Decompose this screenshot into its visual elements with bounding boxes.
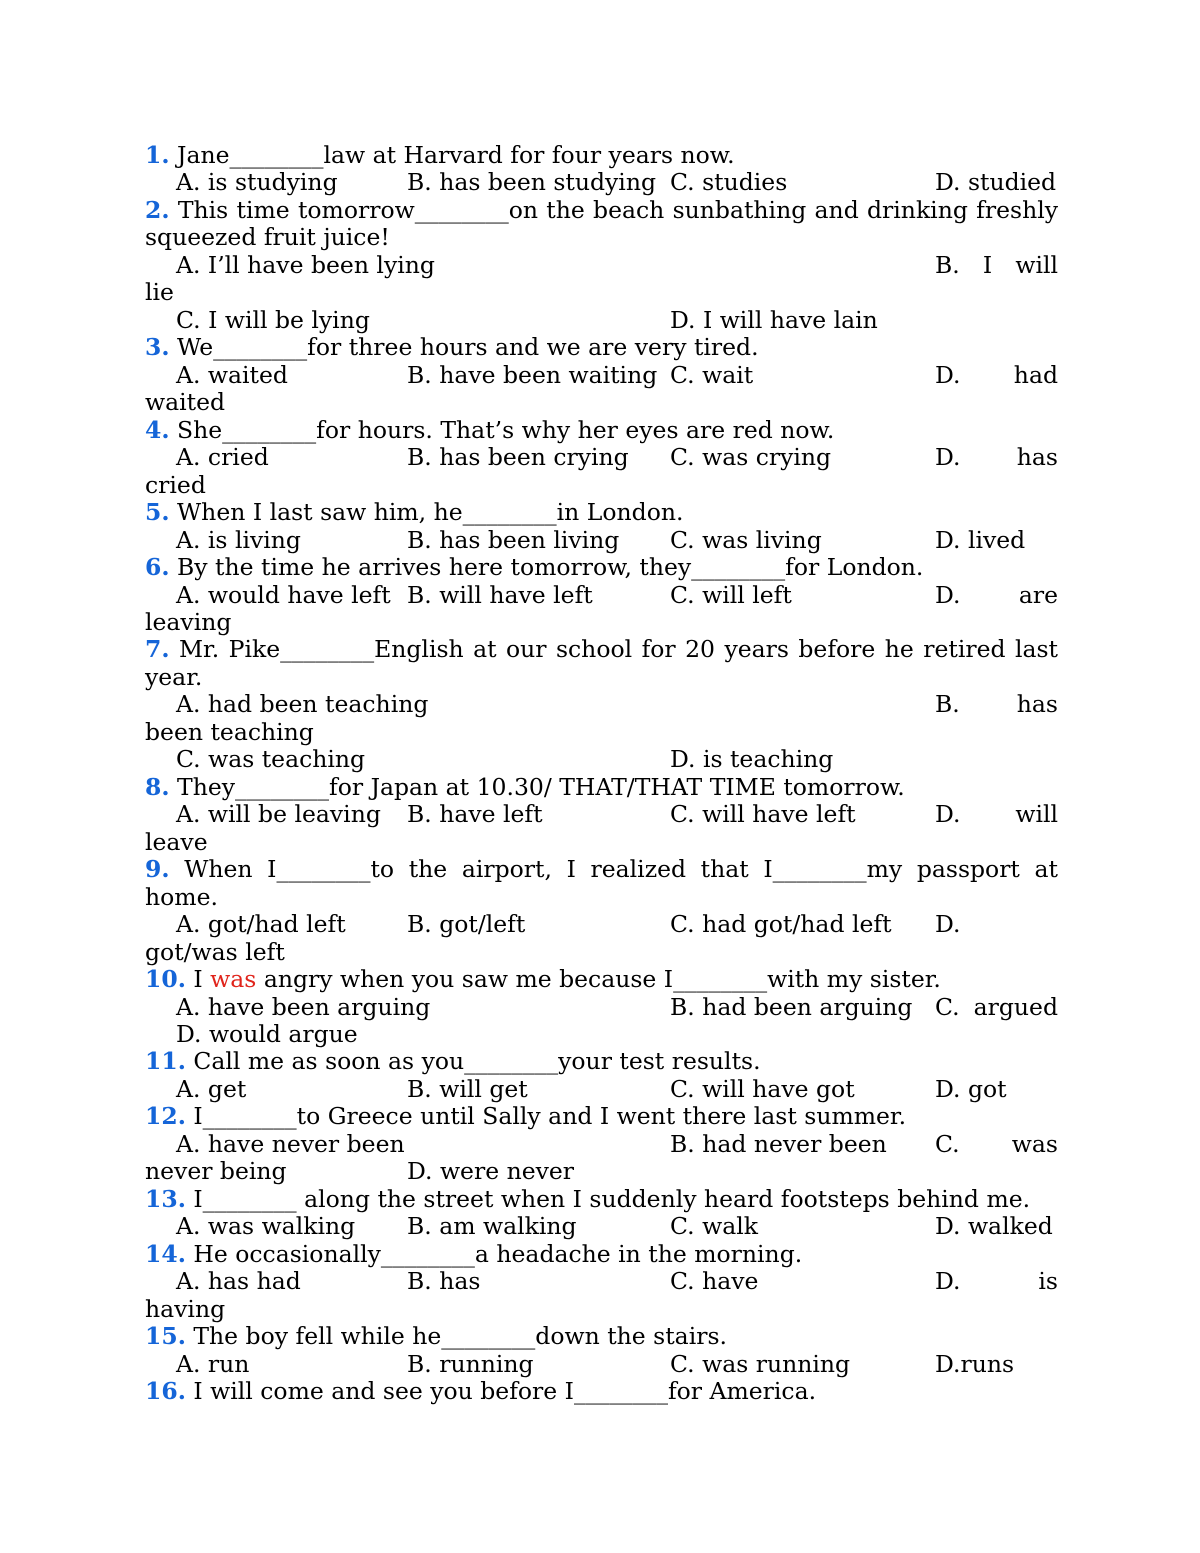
question-7-option-b-continued: [145, 719, 1058, 746]
option-d: D. are: [935, 580, 1058, 609]
question-stem: Jane________law at Harvard for four years now.: [177, 141, 735, 169]
option-c: C. wait: [670, 360, 754, 389]
question-number: 3.: [145, 333, 170, 362]
question-10-options-row-2: [145, 1021, 1058, 1048]
question-number: 10.: [145, 965, 186, 994]
question-number: 2.: [145, 195, 170, 224]
option-b: B. have left: [407, 800, 543, 829]
question-number: 8.: [145, 772, 170, 801]
option-c: C. was: [935, 1129, 1058, 1158]
option-d: D. had: [935, 360, 1058, 389]
option-d: D. I will have lain: [670, 305, 878, 334]
question-7-stem-continued: [145, 664, 1058, 691]
question-stem-start: I: [193, 965, 203, 994]
question-5-options: [145, 527, 1058, 554]
question-2: [145, 197, 1058, 224]
option-b: B. got/left: [407, 910, 526, 939]
option-d: D. will: [935, 800, 1058, 829]
question-number: 12.: [145, 1102, 186, 1131]
option-b: B. running: [407, 1349, 534, 1378]
question-14: [145, 1241, 1058, 1268]
question-15-options: [145, 1351, 1058, 1378]
option-c: C. argued: [935, 992, 1058, 1021]
question-4: [145, 417, 1058, 444]
question-16: [145, 1378, 1058, 1405]
option-c: C. was teaching: [176, 745, 366, 774]
option-d: D. studied: [935, 168, 1057, 197]
option-a: A. was walking: [176, 1212, 356, 1241]
option-c-continued: never being: [145, 1157, 287, 1186]
question-stem: We________for three hours and we are very tired.: [177, 333, 759, 362]
option-c: C. was running: [670, 1349, 851, 1378]
question-2-option-b-continued: [145, 279, 1058, 306]
option-d: D. has: [935, 443, 1058, 472]
option-a: A. get: [176, 1074, 247, 1103]
option-d: D.: [935, 910, 961, 939]
question-2-stem-continued: [145, 224, 1058, 251]
option-b: B. have been waiting: [407, 360, 658, 389]
option-d: D.runs: [935, 1349, 1015, 1378]
question-number: 13.: [145, 1184, 186, 1213]
question-5: [145, 499, 1058, 526]
question-stem: She________for hours. That’s why her eyes are red now.: [177, 415, 835, 444]
question-7-options-row-1: [145, 691, 1058, 718]
option-b: B. I will: [935, 250, 1058, 279]
option-c: C. was crying: [670, 443, 832, 472]
option-c: C. had got/had left: [670, 910, 892, 939]
question-14-options: [145, 1268, 1058, 1295]
option-a: A. would have left: [176, 580, 391, 609]
question-12-options-row-1: [145, 1131, 1058, 1158]
question-11: [145, 1048, 1058, 1075]
question-9-stem-continued: [145, 884, 1058, 911]
question-10: [145, 966, 1058, 993]
option-a: A. has had: [176, 1267, 301, 1296]
option-d: D. got: [935, 1074, 1007, 1103]
option-a: A. waited: [176, 360, 288, 389]
option-a: A. got/had left: [176, 910, 346, 939]
option-a: A. is studying: [176, 168, 338, 197]
question-15: [145, 1323, 1058, 1350]
option-b: B. has: [935, 690, 1058, 719]
question-3-option-d-continued: [145, 389, 1058, 416]
question-stem: He occasionally________a headache in the morning.: [193, 1239, 803, 1268]
option-a: A. have been arguing: [176, 992, 431, 1021]
question-number: 4.: [145, 415, 170, 444]
option-c: C. studies: [670, 168, 788, 197]
question-stem: I will come and see you before I________for America.: [193, 1377, 817, 1406]
option-b: B. will have left: [407, 580, 593, 609]
question-11-options: [145, 1076, 1058, 1103]
question-number: 1.: [145, 141, 170, 169]
option-b: B. am walking: [407, 1212, 577, 1241]
question-1: [145, 142, 1058, 169]
question-9-options: [145, 911, 1058, 938]
question-2-options-row-1: [145, 252, 1058, 279]
option-b: B. has been studying: [407, 168, 656, 197]
question-7: [145, 636, 1058, 663]
question-stem: This time tomorrow________on the beach sunbathing and drinking freshly: [177, 195, 1058, 224]
question-8-options: [145, 801, 1058, 828]
option-a: A. I’ll have been lying: [176, 250, 435, 279]
question-3: [145, 334, 1058, 361]
option-b-continued: lie: [145, 278, 174, 307]
option-c: C. will have got: [670, 1074, 855, 1103]
option-a: A. run: [176, 1349, 250, 1378]
option-b: B. has: [407, 1267, 481, 1296]
question-number: 15.: [145, 1322, 186, 1351]
option-a: A. will be leaving: [176, 800, 381, 829]
question-stem: I________ along the street when I suddenly heard footsteps behind me.: [193, 1184, 1031, 1213]
option-c: C. walk: [670, 1212, 758, 1241]
option-b: B. has been living: [407, 525, 620, 554]
option-b: B. has been crying: [407, 443, 629, 472]
question-10-options-row-1: [145, 994, 1058, 1021]
question-stem-continued: home.: [145, 882, 218, 911]
option-b: B. had never been: [670, 1129, 887, 1158]
question-2-options-row-2: [145, 307, 1058, 334]
question-stem: Mr. Pike________English at our school for 20 years before he retired last: [179, 635, 1058, 664]
question-6: [145, 554, 1058, 581]
option-d: D. would argue: [176, 1020, 358, 1048]
question-number: 16.: [145, 1377, 186, 1406]
question-list: [145, 142, 1058, 1406]
highlighted-word: was: [210, 965, 257, 994]
question-3-options: [145, 362, 1058, 389]
question-number: 14.: [145, 1239, 186, 1268]
question-14-option-d-continued: [145, 1296, 1058, 1323]
option-d-continued: having: [145, 1294, 226, 1323]
option-c: C. will left: [670, 580, 792, 609]
question-number: 6.: [145, 553, 170, 582]
option-d-continued: leave: [145, 827, 208, 856]
option-d: D. walked: [935, 1212, 1053, 1241]
question-12-options-row-2: [145, 1158, 1058, 1185]
question-13-options: [145, 1213, 1058, 1240]
question-stem: When I last saw him, he________in London.: [177, 498, 684, 527]
option-a: A. cried: [176, 443, 269, 472]
option-d: D. is teaching: [670, 745, 834, 774]
option-c: C. was living: [670, 525, 822, 554]
option-b: B. will get: [407, 1074, 528, 1103]
question-stem-end: angry when you saw me because I________with my sister.: [263, 965, 941, 994]
question-stem: They________for Japan at 10.30/ THAT/THAT TIME tomorrow.: [177, 772, 905, 801]
question-number: 5.: [145, 498, 170, 527]
option-c: C. I will be lying: [176, 305, 370, 334]
question-number: 7.: [145, 635, 170, 664]
question-13: [145, 1186, 1058, 1213]
question-6-option-d-continued: [145, 609, 1058, 636]
option-c: C. will have left: [670, 800, 856, 829]
question-stem: I________to Greece until Sally and I went there last summer.: [193, 1102, 907, 1131]
question-stem: Call me as soon as you________your test results.: [193, 1047, 761, 1076]
question-8-option-d-continued: [145, 829, 1058, 856]
question-8: [145, 774, 1058, 801]
question-12: [145, 1103, 1058, 1130]
option-d-continued: got/was left: [145, 937, 285, 966]
option-d-continued: waited: [145, 388, 226, 417]
question-number: 11.: [145, 1047, 186, 1076]
question-7-options-row-2: [145, 746, 1058, 773]
option-a: A. had been teaching: [176, 690, 429, 719]
question-9-option-d-continued: [145, 939, 1058, 966]
option-d-continued: cried: [145, 470, 206, 499]
option-d: D. were never: [407, 1157, 575, 1186]
question-4-options: [145, 444, 1058, 471]
question-4-option-d-continued: [145, 472, 1058, 499]
question-9: [145, 856, 1058, 883]
question-stem: By the time he arrives here tomorrow, they________for London.: [177, 553, 924, 582]
option-a: A. is living: [176, 525, 301, 554]
question-stem: When I________to the airport, I realized that I________my passport at: [184, 855, 1058, 884]
question-number: 9.: [145, 855, 170, 884]
option-d-continued: leaving: [145, 607, 232, 636]
question-stem: The boy fell while he________down the stairs.: [193, 1322, 727, 1351]
question-stem-continued: squeezed fruit juice!: [145, 223, 390, 252]
question-stem-continued: year.: [145, 662, 203, 691]
question-1-options: [145, 169, 1058, 196]
option-c: C. have: [670, 1267, 759, 1296]
option-d: D. is: [935, 1267, 1058, 1296]
option-b-continued: been teaching: [145, 717, 314, 746]
option-a: A. have never been: [176, 1129, 405, 1158]
question-6-options: [145, 582, 1058, 609]
option-d: D. lived: [935, 525, 1026, 554]
option-b: B. had been arguing: [670, 992, 913, 1021]
